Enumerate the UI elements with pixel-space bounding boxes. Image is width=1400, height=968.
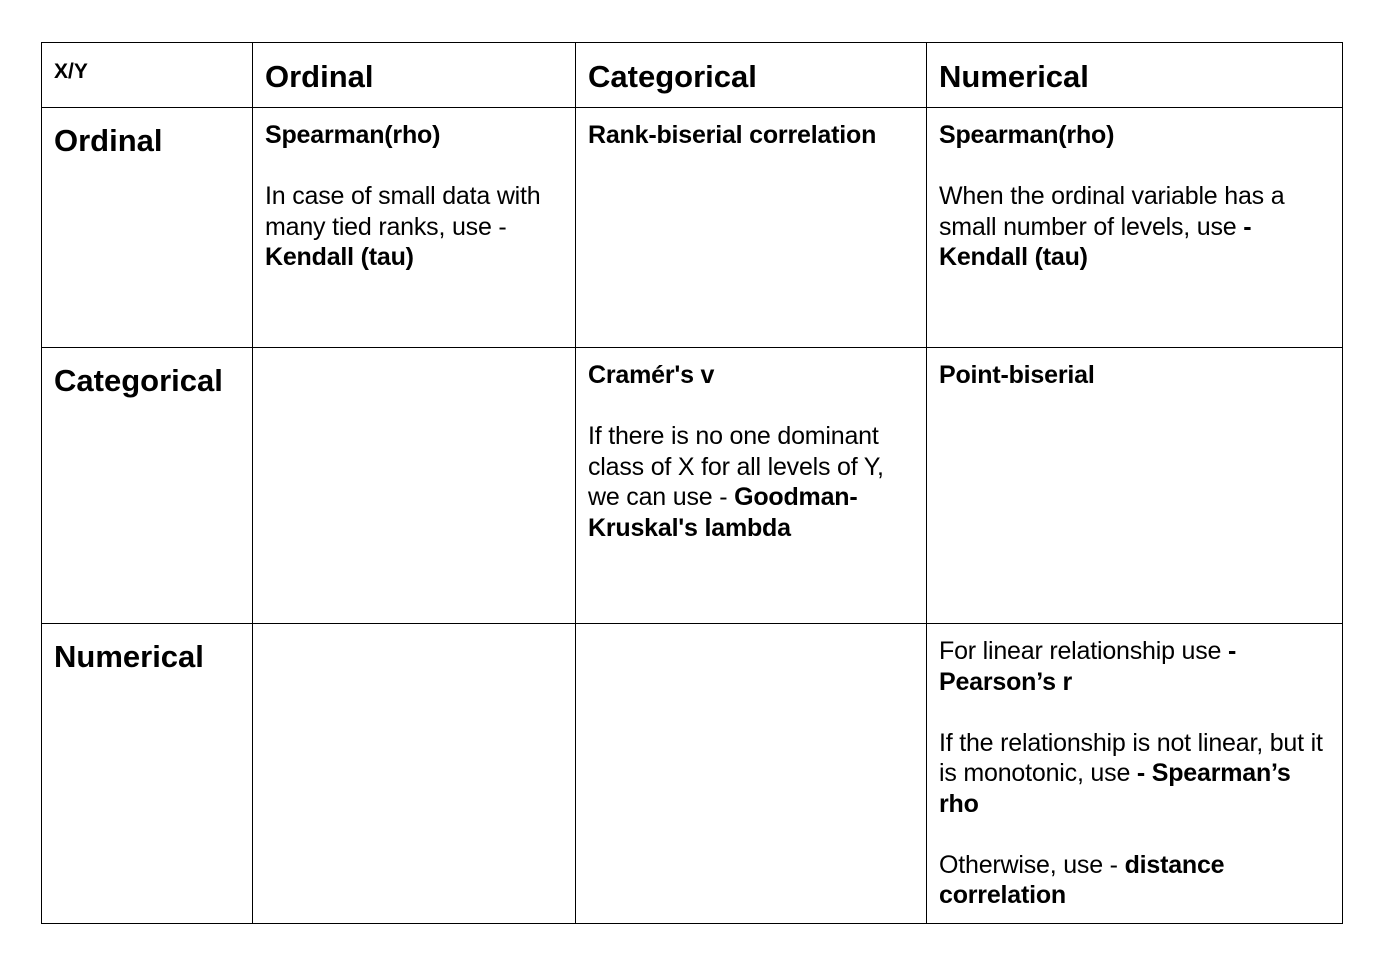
column-header-numerical — [927, 43, 1343, 108]
cell-categorical-categorical — [576, 348, 927, 624]
corner-label: X/Y — [54, 60, 88, 83]
method-note: If the relationship is not linear, but it is monotonic, use — [939, 728, 1323, 787]
method-note: If there is no one dominant class of X for all levels of Y, we can use - — [588, 422, 884, 511]
method-title: distance correlation — [939, 850, 1225, 909]
column-header-label: Numerical — [939, 59, 1089, 94]
column-header-ordinal — [253, 43, 576, 108]
cell-categorical-ordinal — [253, 348, 576, 624]
cell-ordinal-numerical — [927, 108, 1343, 348]
method-title: Spearman(rho) — [939, 121, 1115, 149]
method-separator: - — [1136, 759, 1152, 787]
row-numerical — [42, 624, 1343, 924]
correlation-measures-table — [41, 42, 1343, 924]
method-title: Cramér's v — [588, 361, 715, 389]
method-separator: - — [1228, 637, 1237, 665]
row-categorical — [42, 348, 1343, 624]
column-header-label: Ordinal — [265, 59, 374, 94]
method-title: Point-biserial — [939, 361, 1095, 389]
method-alternative: Kendall (tau) — [265, 243, 414, 271]
method-alternative: Goodman-Kruskal's lambda — [588, 483, 858, 542]
method-note: Otherwise, use - — [939, 850, 1125, 879]
row-header-label: Categorical — [54, 363, 223, 398]
method-title: Rank-biserial correlation — [588, 121, 877, 149]
cell-numerical-categorical — [576, 624, 927, 924]
method-note: For linear relationship use — [939, 637, 1228, 665]
method-separator: - — [1243, 212, 1252, 241]
cell-ordinal-ordinal — [253, 108, 576, 348]
cell-ordinal-categorical — [576, 108, 927, 348]
row-header-label: Numerical — [54, 639, 204, 674]
cell-numerical-numerical — [927, 624, 1343, 924]
cell-categorical-numerical — [927, 348, 1343, 624]
method-note: In case of small data with many tied ranks, use - — [265, 182, 541, 241]
corner-cell — [42, 43, 253, 108]
cell-numerical-ordinal — [253, 624, 576, 924]
row-header-ordinal — [42, 108, 253, 348]
method-title: Spearman’s rho — [939, 759, 1291, 818]
row-header-categorical — [42, 348, 253, 624]
header-row — [42, 43, 1343, 108]
method-alternative: Kendall (tau) — [939, 243, 1088, 271]
method-title: Pearson’s r — [939, 667, 1073, 696]
row-ordinal — [42, 108, 1343, 348]
row-header-numerical — [42, 624, 253, 924]
row-header-label: Ordinal — [54, 123, 163, 158]
column-header-categorical — [576, 43, 927, 108]
method-note: When the ordinal variable has a small number of levels, use — [939, 182, 1285, 241]
method-title: Spearman(rho) — [265, 121, 441, 149]
column-header-label: Categorical — [588, 59, 757, 94]
